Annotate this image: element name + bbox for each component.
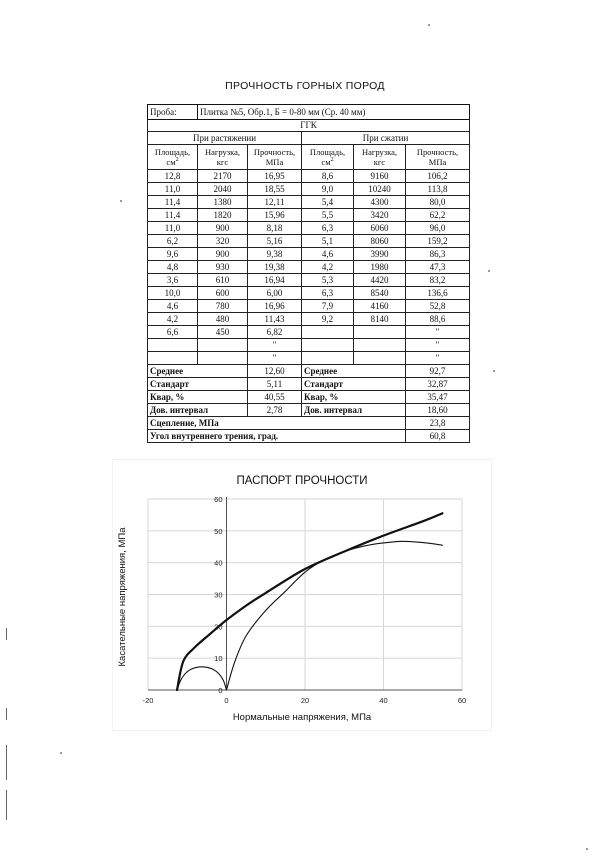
- tension-area-cell: 11,4: [148, 196, 198, 209]
- tension-strength-cell: ": [248, 352, 302, 365]
- compression-load-cell: 4160: [354, 300, 406, 313]
- tension-load-cell: 900: [198, 222, 248, 235]
- table-row: [148, 235, 470, 248]
- stat-label-tension: Стандарт: [148, 378, 248, 391]
- compression-strength-cell: 86,3: [406, 248, 470, 261]
- compression-load-cell: [354, 352, 406, 365]
- compression-load-cell: [354, 339, 406, 352]
- tension-area-cell: 12,8: [148, 170, 198, 183]
- y-tick-label: 60: [214, 495, 223, 504]
- stat-label-compression: Среднее: [302, 365, 406, 378]
- section-row: [148, 132, 470, 145]
- stat-value-compression: 35,47: [406, 391, 470, 404]
- x-tick-label: 40: [379, 696, 388, 705]
- table-row: [148, 287, 470, 300]
- tension-strength-cell: 9,38: [248, 248, 302, 261]
- tension-strength-cell: 19,38: [248, 261, 302, 274]
- header-load-unit: кгс: [373, 157, 386, 167]
- tension-load-cell: 600: [198, 287, 248, 300]
- y-tick-label: 0: [218, 686, 223, 695]
- tension-load-cell: 2040: [198, 183, 248, 196]
- tension-area-cell: 4,6: [148, 300, 198, 313]
- header-area-text: Площадь,: [154, 147, 191, 157]
- tension-strength-cell: ": [248, 339, 302, 352]
- compression-strength-cell: 88,6: [406, 313, 470, 326]
- group-label: ГГК: [148, 120, 470, 132]
- table-row: [148, 222, 470, 235]
- compression-strength-cell: 62,2: [406, 209, 470, 222]
- header-strength-unit: МПа: [265, 157, 284, 167]
- compression-area-cell: [302, 326, 354, 339]
- compression-area-cell: 8,6: [302, 170, 354, 183]
- sample-text: Плитка №5, Обр.1, Б = 0-80 мм (Ср. 40 мм): [198, 105, 470, 120]
- scan-dot: [120, 200, 122, 202]
- table-row: [148, 339, 470, 352]
- tension-strength-cell: 15,96: [248, 209, 302, 222]
- tension-area-cell: 9,6: [148, 248, 198, 261]
- strength-passport-chart: [112, 459, 492, 731]
- result-value: 23,8: [406, 417, 470, 430]
- compression-strength-cell: 96,0: [406, 222, 470, 235]
- table-row: [148, 352, 470, 365]
- result-label: Угол внутреннего трения, град.: [148, 430, 406, 443]
- compression-load-cell: [354, 326, 406, 339]
- table-row: [148, 209, 470, 222]
- tension-load-cell: 1380: [198, 196, 248, 209]
- compression-load-cell: 6060: [354, 222, 406, 235]
- tension-load-cell: 320: [198, 235, 248, 248]
- tension-strength-cell: 5,16: [248, 235, 302, 248]
- compression-load-cell: 8060: [354, 235, 406, 248]
- compression-strength-cell: 52,8: [406, 300, 470, 313]
- tension-area-cell: 4,2: [148, 313, 198, 326]
- header-area-compression: [302, 145, 354, 170]
- stat-label-tension: Квар, %: [148, 391, 248, 404]
- compression-area-cell: 5,3: [302, 274, 354, 287]
- column-header-row: [148, 145, 470, 170]
- tension-load-cell: 610: [198, 274, 248, 287]
- tension-area-cell: 10,0: [148, 287, 198, 300]
- chart-x-axis-label: Нормальные напряжения, МПа: [232, 712, 372, 723]
- result-label: Сцепление, МПа: [148, 417, 406, 430]
- tension-area-cell: 4,8: [148, 261, 198, 274]
- group-row: [148, 120, 470, 132]
- stats-row: [148, 404, 470, 417]
- compression-strength-cell: ": [406, 326, 470, 339]
- compression-area-cell: 6,3: [302, 287, 354, 300]
- stats-row: [148, 365, 470, 378]
- table-row: [148, 300, 470, 313]
- result-row: [148, 417, 470, 430]
- tension-strength-cell: 18,55: [248, 183, 302, 196]
- scan-mark: [6, 790, 7, 820]
- y-tick-label: 40: [214, 558, 223, 568]
- tension-area-cell: 11,0: [148, 222, 198, 235]
- document-title: ПРОЧНОСТЬ ГОРНЫХ ПОРОД: [225, 80, 385, 92]
- compression-strength-cell: 80,0: [406, 196, 470, 209]
- compression-load-cell: 1980: [354, 261, 406, 274]
- tension-load-cell: 450: [198, 326, 248, 339]
- compression-area-cell: 4,6: [302, 248, 354, 261]
- tension-area-cell: 6,6: [148, 326, 198, 339]
- scan-dot: [493, 370, 495, 372]
- compression-area-cell: 9,2: [302, 313, 354, 326]
- compression-area-cell: 5,4: [302, 196, 354, 209]
- header-load-text: Нагрузка,: [204, 147, 241, 157]
- header-strength-text: Прочность,: [253, 147, 296, 157]
- stats-row: [148, 391, 470, 404]
- tension-load-cell: 900: [198, 248, 248, 261]
- x-tick-label: 0: [224, 696, 229, 705]
- sample-label: Проба:: [148, 105, 198, 120]
- header-area-text: Площадь,: [309, 147, 346, 157]
- compression-area-cell: [302, 352, 354, 365]
- compression-area-cell: 9,0: [302, 183, 354, 196]
- header-strength-tension: [248, 145, 302, 170]
- header-strength-compression: [406, 145, 470, 170]
- scan-dot: [488, 270, 490, 272]
- compression-strength-cell: 106,2: [406, 170, 470, 183]
- compression-strength-cell: 83,2: [406, 274, 470, 287]
- tension-strength-cell: 16,96: [248, 300, 302, 313]
- stat-value-tension: 40,55: [248, 391, 302, 404]
- tension-strength-cell: 16,94: [248, 274, 302, 287]
- tension-load-cell: [198, 352, 248, 365]
- stat-value-compression: 32,87: [406, 378, 470, 391]
- chart-y-axis-label: Касательные напряжения, МПа: [117, 527, 128, 667]
- y-tick-label: 30: [214, 590, 223, 600]
- chart-svg: [112, 459, 492, 731]
- tension-load-cell: 930: [198, 261, 248, 274]
- compression-strength-cell: 47,3: [406, 261, 470, 274]
- stat-value-tension: 5,11: [248, 378, 302, 391]
- tension-area-cell: 11,0: [148, 183, 198, 196]
- stat-label-compression: Стандарт: [302, 378, 406, 391]
- compression-area-cell: 4,2: [302, 261, 354, 274]
- compression-area-cell: 6,3: [302, 222, 354, 235]
- tension-load-cell: [198, 339, 248, 352]
- y-tick-label: 10: [214, 654, 223, 664]
- header-area-tension: [148, 145, 198, 170]
- scan-dot: [586, 848, 588, 850]
- result-row: [148, 430, 470, 443]
- table-row: [148, 274, 470, 287]
- tension-area-cell: 3,6: [148, 274, 198, 287]
- tension-strength-cell: 6,00: [248, 287, 302, 300]
- compression-load-cell: 9160: [354, 170, 406, 183]
- tension-strength-cell: 11,43: [248, 313, 302, 326]
- header-area-unit: см: [166, 157, 176, 167]
- table-row: [148, 326, 470, 339]
- stat-label-compression: Квар, %: [302, 391, 406, 404]
- section-compression: При сжатии: [302, 132, 470, 145]
- compression-load-cell: 4300: [354, 196, 406, 209]
- x-tick-label: 60: [457, 696, 467, 705]
- tension-strength-cell: 6,82: [248, 326, 302, 339]
- compression-strength-cell: 136,6: [406, 287, 470, 300]
- header-strength-text: Прочность,: [416, 147, 459, 157]
- strength-table: [147, 104, 469, 443]
- stat-label-tension: Среднее: [148, 365, 248, 378]
- compression-area-cell: [302, 339, 354, 352]
- header-load-compression: [354, 145, 406, 170]
- strength-table-grid: [147, 104, 470, 443]
- compression-load-cell: 3420: [354, 209, 406, 222]
- table-row: [148, 248, 470, 261]
- tension-area-cell: [148, 352, 198, 365]
- tension-load-cell: 480: [198, 313, 248, 326]
- stat-value-compression: 18,60: [406, 404, 470, 417]
- y-tick-label: 20: [214, 622, 223, 632]
- tension-strength-cell: 16,95: [248, 170, 302, 183]
- compression-strength-cell: ": [406, 352, 470, 365]
- x-tick-label: 20: [300, 696, 310, 705]
- scan-dot: [428, 24, 430, 26]
- table-row: [148, 196, 470, 209]
- stat-label-tension: Дов. интервал: [148, 404, 248, 417]
- tension-area-cell: [148, 339, 198, 352]
- scan-dot: [60, 752, 62, 754]
- stats-row: [148, 378, 470, 391]
- table-row: [148, 170, 470, 183]
- compression-load-cell: 8540: [354, 287, 406, 300]
- result-value: 60,8: [406, 430, 470, 443]
- tension-strength-cell: 12,11: [248, 196, 302, 209]
- header-area-unit: см: [321, 157, 331, 167]
- tension-area-cell: 6,2: [148, 235, 198, 248]
- scan-mark: [6, 745, 7, 780]
- header-strength-unit: МПа: [428, 157, 447, 167]
- header-load-text: Нагрузка,: [361, 147, 398, 157]
- stat-label-compression: Дов. интервал: [302, 404, 406, 417]
- compression-area-cell: 5,1: [302, 235, 354, 248]
- sample-row: [148, 105, 470, 120]
- compression-area-cell: 5,5: [302, 209, 354, 222]
- x-tick-label: -20: [142, 696, 154, 705]
- compression-load-cell: 4420: [354, 274, 406, 287]
- compression-strength-cell: 159,2: [406, 235, 470, 248]
- table-row: [148, 261, 470, 274]
- compression-area-cell: 7,9: [302, 300, 354, 313]
- tension-load-cell: 1820: [198, 209, 248, 222]
- compression-strength-cell: ": [406, 339, 470, 352]
- compression-strength-cell: 113,8: [406, 183, 470, 196]
- stat-value-compression: 92,7: [406, 365, 470, 378]
- stat-value-tension: 12,60: [248, 365, 302, 378]
- tension-load-cell: 2170: [198, 170, 248, 183]
- header-area-sup: 2: [175, 157, 179, 164]
- compression-load-cell: 8140: [354, 313, 406, 326]
- section-tension: При растяжении: [148, 132, 302, 145]
- chart-title: ПАСПОРТ ПРОЧНОСТИ: [236, 475, 368, 487]
- stat-value-tension: 2,78: [248, 404, 302, 417]
- table-row: [148, 313, 470, 326]
- tension-load-cell: 780: [198, 300, 248, 313]
- tension-area-cell: 11,4: [148, 209, 198, 222]
- header-area-sup: 2: [330, 157, 334, 164]
- y-tick-label: 50: [214, 526, 223, 536]
- header-load-unit: кгс: [216, 157, 229, 167]
- compression-load-cell: 3990: [354, 248, 406, 261]
- scan-mark: [6, 708, 7, 720]
- table-row: [148, 183, 470, 196]
- compression-load-cell: 10240: [354, 183, 406, 196]
- tension-strength-cell: 8,18: [248, 222, 302, 235]
- header-load-tension: [198, 145, 248, 170]
- scan-mark: [6, 628, 7, 640]
